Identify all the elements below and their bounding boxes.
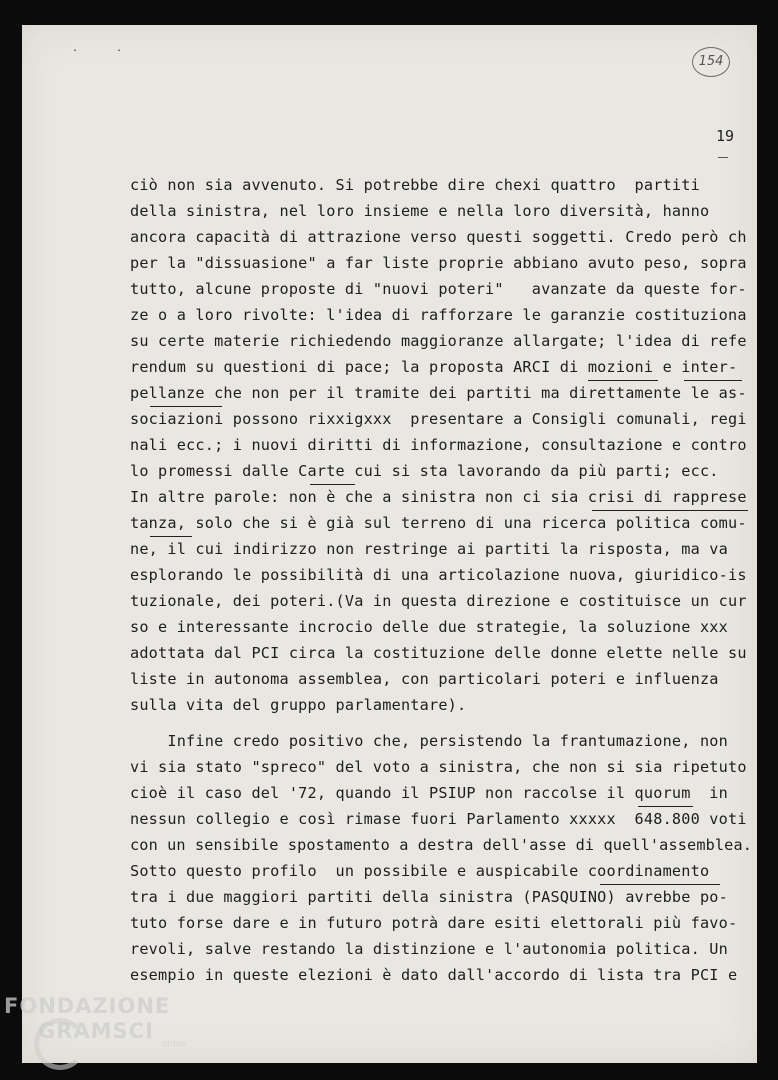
text-line: rendum su questioni di pace; la proposta ARCI di mozioni e inter-: [130, 358, 738, 376]
watermark-suffix: onlus: [162, 1039, 187, 1049]
text-line: so e interessante incrocio delle due strategie, la soluzione xxx: [130, 618, 728, 636]
text-line: liste in autonoma assemblea, con particolari poteri e influenza: [130, 670, 719, 688]
text-line: nali ecc.; i nuovi diritti di informazione, consultazione e contro: [130, 436, 747, 454]
watermark-g-icon: [34, 1018, 86, 1070]
text-line: della sinistra, nel loro insieme e nella loro diversità, hanno: [130, 202, 710, 220]
text-line: ancora capacità di attrazione verso questi soggetti. Credo però ch: [130, 228, 747, 246]
underline-mozioni: [588, 380, 658, 381]
text-line: su certe materie richiedendo maggioranze allargate; l'idea di refe: [130, 332, 747, 350]
text-line: nessun collegio e così rimase fuori Parlamento xxxxx 648.800 voti: [130, 810, 747, 828]
text-line: tuto forse dare e in futuro potrà dare esiti elettorali più favo-: [130, 914, 738, 932]
text-line: ze o a loro rivolte: l'idea di rafforzare le garanzie costituziona: [130, 306, 747, 324]
text-line: In altre parole: non è che a sinistra non ci sia crisi di rapprese: [130, 488, 747, 506]
underline-coordinamento: [600, 884, 720, 885]
text-line: pellanze che non per il tramite dei partiti ma direttamente le as-: [130, 384, 747, 402]
underline-crisi: [592, 510, 748, 511]
text-line: lo promessi dalle Carte cui si sta lavorando da più parti; ecc.: [130, 462, 719, 480]
page-number-dash: [718, 157, 728, 158]
underline-inter: [684, 380, 742, 381]
margin-marks: ..: [72, 43, 161, 54]
text-line: adottata dal PCI circa la costituzione delle donne elette nelle su: [130, 644, 747, 662]
text-line: tuzionale, dei poteri.(Va in questa direzione e costituisce un cur: [130, 592, 747, 610]
fondazione-gramsci-watermark: [4, 996, 186, 1049]
underline-pellanze: [150, 406, 222, 407]
text-line: tanza, solo che si è già sul terreno di una ricerca politica comu-: [130, 514, 747, 532]
underline-quorum: [638, 806, 693, 807]
underline-carte: [310, 484, 355, 485]
text-line: tra i due maggiori partiti della sinistra (PASQUINO) avrebbe po-: [130, 888, 728, 906]
text-line: ne, il cui indirizzo non restringe ai partiti la risposta, ma va: [130, 540, 728, 558]
text-line: cioè il caso del '72, quando il PSIUP non raccolse il quorum in: [130, 784, 728, 802]
text-line: con un sensibile spostamento a destra dell'asse di quell'assemblea.: [130, 836, 753, 854]
page-number: 19: [716, 127, 735, 145]
text-line: per la "dissuasione" a far liste proprie abbiano avuto peso, sopra: [130, 254, 747, 272]
watermark-line1: FONDAZIONE: [4, 994, 171, 1018]
text-line: tutto, alcune proposte di "nuovi poteri" avanzate da queste for-: [130, 280, 747, 298]
text-line: revoli, salve restando la distinzione e l'autonomia politica. Un: [130, 940, 728, 958]
archive-stamp: 154: [692, 47, 730, 77]
underline-tanza: [150, 536, 192, 537]
text-line: Sotto questo profilo un possibile e auspicabile coordinamento: [130, 862, 710, 880]
text-line: ciò non sia avvenuto. Si potrebbe dire chexi quattro partiti: [130, 176, 700, 194]
text-line: sulla vita del gruppo parlamentare).: [130, 696, 467, 714]
text-line: vi sia stato "spreco" del voto a sinistra, che non si sia ripetuto: [130, 758, 747, 776]
text-line: Infine credo positivo che, persistendo la frantumazione, non: [130, 732, 728, 750]
text-line: esplorando le possibilità di una articolazione nuova, giuridico-is: [130, 566, 747, 584]
text-line: esempio in queste elezioni è dato dall'accordo di lista tra PCI e: [130, 966, 738, 984]
watermark-line2: GRAMSCI: [38, 1019, 154, 1043]
text-line: sociazioni possono rixxigxxx presentare a Consigli comunali, regi: [130, 410, 747, 428]
